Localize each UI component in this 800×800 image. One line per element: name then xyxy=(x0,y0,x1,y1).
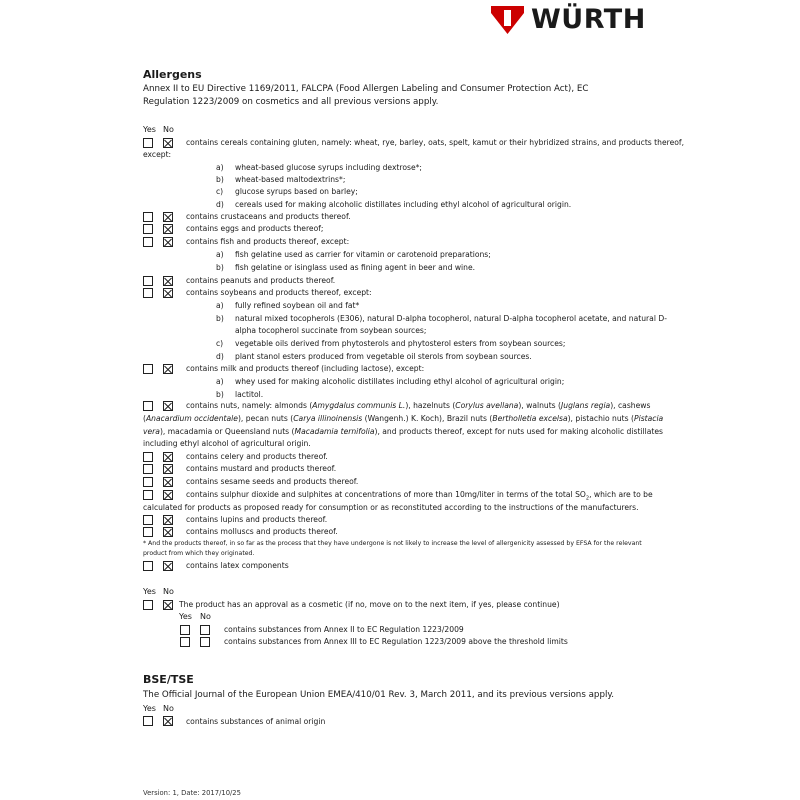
gluten-d-text: cereals used for making alcoholic distillates including ethyl alcohol of agricultural origin. xyxy=(235,200,572,209)
cosmetic-yes-checkbox[interactable] xyxy=(143,600,153,610)
gluten-no-checkbox[interactable] xyxy=(163,138,173,148)
milk-a-text: whey used for making alcoholic distillates including ethyl alcohol of agricultural origin; xyxy=(235,377,565,386)
lupins-yes-checkbox[interactable] xyxy=(143,515,153,525)
cosmetic-question: The product has an approval as a cosmetic (if no, move on to the next item, if yes, please continue) xyxy=(179,600,560,609)
milk-a-letter: a) xyxy=(216,377,224,386)
lupins-text: contains lupins and products thereof. xyxy=(186,515,328,524)
latex-text: contains latex components xyxy=(186,561,289,570)
crustaceans-no-checkbox[interactable] xyxy=(163,212,173,222)
soy-b-text-cont: alpha tocopherol succinate from soybean sources; xyxy=(235,326,427,335)
soybeans-text: contains soybeans and products thereof, except: xyxy=(186,288,372,297)
lupins-no-checkbox[interactable] xyxy=(163,515,173,525)
animal-text: contains substances of animal origin xyxy=(186,717,326,726)
gluten-b-letter: b) xyxy=(216,175,224,184)
nuts-yes-checkbox[interactable] xyxy=(143,401,153,411)
animal-no-checkbox[interactable] xyxy=(163,716,173,726)
wurth-logo-mark xyxy=(491,6,524,34)
nuts-text-line4: including ethyl alcohol of agricultural origin. xyxy=(143,439,311,448)
annex3-no-checkbox[interactable] xyxy=(200,637,210,647)
fish-a-letter: a) xyxy=(216,250,224,259)
soybeans-no-checkbox[interactable] xyxy=(163,288,173,298)
gluten-b-text: wheat-based maltodextrins*; xyxy=(235,175,346,184)
latex-no-checkbox[interactable] xyxy=(163,561,173,571)
animal-yes-checkbox[interactable] xyxy=(143,716,153,726)
sesame-text: contains sesame seeds and products thereof. xyxy=(186,477,359,486)
sulphur-text: contains sulphur dioxide and sulphites at concentrations of more than 10mg/liter in terms of the total $SO_2$, which are to be xyxy=(186,490,653,502)
sulphur-no-checkbox[interactable] xyxy=(163,490,173,500)
fish-yes-checkbox[interactable] xyxy=(143,237,153,247)
soy-b-letter: b) xyxy=(216,314,224,323)
version-footer: Version: 1, Date: 2017/10/25 xyxy=(143,789,241,797)
celery-yes-checkbox[interactable] xyxy=(143,452,153,462)
annex3-text: contains substances from Annex III to EC Regulation 1223/2009 above the threshold limits xyxy=(224,637,568,646)
fish-text: contains fish and products thereof, except: xyxy=(186,237,350,246)
eggs-yes-checkbox[interactable] xyxy=(143,224,153,234)
milk-yes-checkbox[interactable] xyxy=(143,364,153,374)
yes-header: Yes xyxy=(143,125,156,134)
footnote-line1: * And the products thereof, in so far as the process that they have undergone is not likely to increase the level of allergenicity assessed by EFSA for the relevant xyxy=(143,540,642,547)
gluten-c-text: glucose syrups based on barley; xyxy=(235,187,358,196)
annex-no-header: No xyxy=(200,612,211,621)
footnote-line2: product from which they originated. xyxy=(143,550,255,557)
molluscs-text: contains molluscs and products thereof. xyxy=(186,527,338,536)
gluten-c-letter: c) xyxy=(216,187,224,196)
soy-d-text: plant stanol esters produced from vegetable oil sterols from soybean sources. xyxy=(235,352,532,361)
gluten-yes-checkbox[interactable] xyxy=(143,138,153,148)
molluscs-yes-checkbox[interactable] xyxy=(143,527,153,537)
soy-c-letter: c) xyxy=(216,339,224,348)
annex3-yes-checkbox[interactable] xyxy=(180,637,190,647)
bse-yes-header: Yes xyxy=(143,704,156,713)
peanuts-no-checkbox[interactable] xyxy=(163,276,173,286)
celery-text: contains celery and products thereof. xyxy=(186,452,328,461)
milk-b-text: lactitol. xyxy=(235,390,264,399)
sesame-yes-checkbox[interactable] xyxy=(143,477,153,487)
gluten-a-text: wheat-based glucose syrups including dextrose*; xyxy=(235,163,422,172)
milk-b-letter: b) xyxy=(216,390,224,399)
mustard-no-checkbox[interactable] xyxy=(163,464,173,474)
soy-a-letter: a) xyxy=(216,301,224,310)
milk-text: contains milk and products thereof (including lactose), except: xyxy=(186,364,425,373)
milk-no-checkbox[interactable] xyxy=(163,364,173,374)
nuts-no-checkbox[interactable] xyxy=(163,401,173,411)
latex-yes-checkbox[interactable] xyxy=(143,561,153,571)
molluscs-no-checkbox[interactable] xyxy=(163,527,173,537)
nuts-text-line2: (Anacardium occidentale), pecan nuts (Carya illinoinensis (Wangenh.) K. Koch), Brazil nuts (Bertholletia excelsa), pistachio nuts (Pistacia xyxy=(143,414,664,423)
no-header: No xyxy=(163,125,174,134)
soy-d-letter: d) xyxy=(216,352,224,361)
fish-a-text: fish gelatine used as carrier for vitamin or carotenoid preparations; xyxy=(235,250,491,259)
soy-c-text: vegetable oils derived from phytosterols and phytosterol esters from soybean sources; xyxy=(235,339,566,348)
fish-no-checkbox[interactable] xyxy=(163,237,173,247)
eggs-no-checkbox[interactable] xyxy=(163,224,173,234)
gluten-a-letter: a) xyxy=(216,163,224,172)
eggs-text: contains eggs and products thereof; xyxy=(186,224,324,233)
nuts-text-line1: contains nuts, namely: almonds (Amygdalus communis L.), hazelnuts (Corylus avellana), walnuts (Juglans regia), cashews xyxy=(186,401,651,410)
bse-title: BSE/TSE xyxy=(143,673,194,686)
cosmetic-yes-header: Yes xyxy=(143,587,156,596)
cosmetic-no-checkbox[interactable] xyxy=(163,600,173,610)
allergens-title: Allergens xyxy=(143,68,202,81)
annex-yes-header: Yes xyxy=(179,612,192,621)
soy-b-text: natural mixed tocopherols (E306), natural D-alpha tocopherol, natural D-alpha tocopherol acetate, and natural D- xyxy=(235,314,667,323)
annex2-yes-checkbox[interactable] xyxy=(180,625,190,635)
gluten-d-letter: d) xyxy=(216,200,224,209)
crustaceans-text: contains crustaceans and products thereof. xyxy=(186,212,351,221)
peanuts-yes-checkbox[interactable] xyxy=(143,276,153,286)
soybeans-yes-checkbox[interactable] xyxy=(143,288,153,298)
annex2-text: contains substances from Annex II to EC Regulation 1223/2009 xyxy=(224,625,464,634)
gluten-text: contains cereals containing gluten, namely: wheat, rye, barley, oats, spelt, kamut or their hybridized strains, and products thereof, xyxy=(186,138,684,147)
fish-b-text: fish gelatine or isinglass used as fining agent in beer and wine. xyxy=(235,263,476,272)
cosmetic-no-header: No xyxy=(163,587,174,596)
bse-intro: The Official Journal of the European Union EMEA/410/01 Rev. 3, March 2011, and its previous versions apply. xyxy=(143,690,615,700)
allergens-intro: Annex II to EU Directive 1169/2011, FALCPA (Food Allergen Labeling and Consumer Protection Act), EC Regulation 1223/2009 on cosmetics and all previous versions apply. xyxy=(143,84,589,107)
sulphur-yes-checkbox[interactable] xyxy=(143,490,153,500)
bse-no-header: No xyxy=(163,704,174,713)
sulphur-text-cont: calculated for products as proposed ready for consumption or as reconstituted according to the instructions of the manufacturers. xyxy=(143,503,639,512)
crustaceans-yes-checkbox[interactable] xyxy=(143,212,153,222)
brand-name: WÜRTH xyxy=(531,4,646,35)
mustard-text: contains mustard and products thereof. xyxy=(186,464,337,473)
mustard-yes-checkbox[interactable] xyxy=(143,464,153,474)
fish-b-letter: b) xyxy=(216,263,224,272)
peanuts-text: contains peanuts and products thereof. xyxy=(186,276,336,285)
celery-no-checkbox[interactable] xyxy=(163,452,173,462)
soy-a-text: fully refined soybean oil and fat* xyxy=(235,301,360,310)
annex2-no-checkbox[interactable] xyxy=(200,625,210,635)
nuts-text-line3: vera), macadamia or Queensland nuts (Macadamia ternifolia), and products thereof, except for nuts used for making alcoholic distillates xyxy=(143,427,664,436)
gluten-text-cont: except: xyxy=(143,150,172,159)
sesame-no-checkbox[interactable] xyxy=(163,477,173,487)
